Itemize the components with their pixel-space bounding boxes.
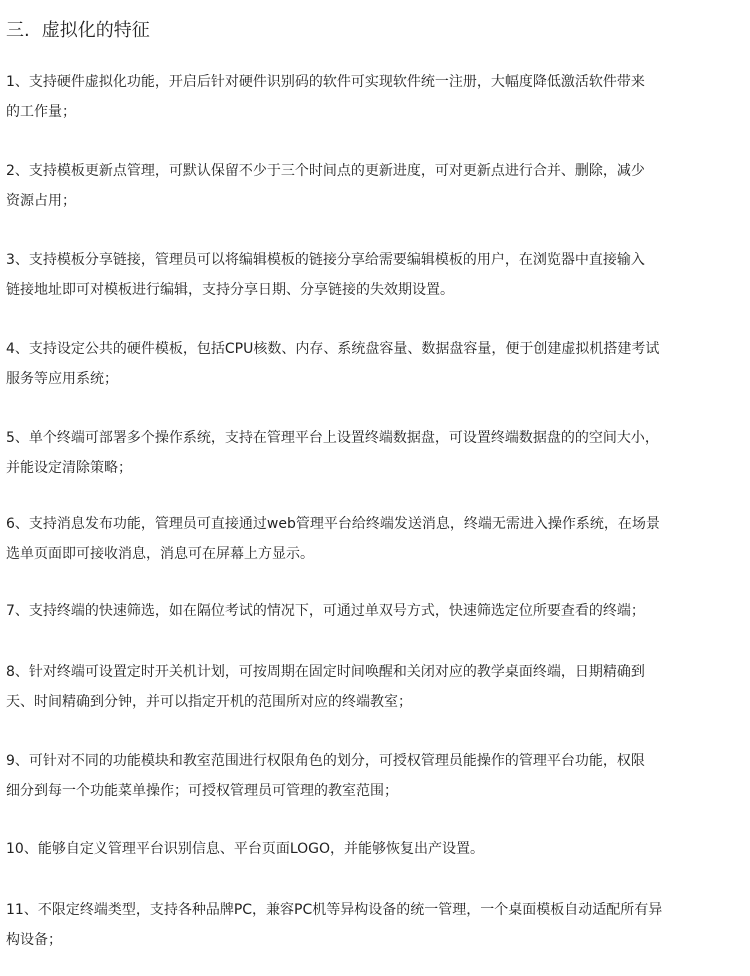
feature-item-text-line: 3、支持模板分享链接，管理员可以将编辑模板的链接分享给需要编辑模板的用户，在浏览器中直接输入	[6, 252, 645, 268]
feature-item-5	[6, 423, 744, 483]
feature-item-text-line: 10、能够自定义管理平台识别信息、平台页面LOGO，并能够恢复出产设置。	[6, 841, 485, 857]
feature-item-text-line: 选单页面即可接收消息，消息可在屏幕上方显示。	[6, 546, 314, 562]
feature-item-text-line: 构设备；	[6, 932, 62, 948]
feature-item-6	[6, 509, 744, 569]
feature-item-1	[6, 67, 744, 127]
feature-item-11	[6, 895, 744, 955]
feature-item-10	[6, 834, 744, 864]
section-heading	[6, 18, 150, 44]
feature-item-text-line: 天、时间精确到分钟，并可以指定开机的范围所对应的终端教室；	[6, 694, 412, 710]
feature-item-text-line: 2、支持模板更新点管理，可默认保留不少于三个时间点的更新进度，可对更新点进行合并、删除，减少	[6, 163, 645, 179]
feature-item-9	[6, 746, 744, 806]
section-title: 虚拟化的特征	[41, 20, 150, 41]
feature-item-text-line: 并能设定清除策略；	[6, 460, 132, 476]
feature-item-text-line: 4、支持设定公共的硬件模板，包括CPU核数、内存、系统盘容量、数据盘容量，便于创建虚拟机搭建考试	[6, 341, 660, 357]
feature-item-text-line: 11、不限定终端类型，支持各种品牌PC，兼容PC机等异构设备的统一管理，一个桌面模板自动适配所有异	[6, 902, 663, 918]
feature-item-text-line: 的工作量；	[6, 104, 76, 120]
section-number: 三.	[6, 20, 30, 41]
feature-item-text-line: 7、支持终端的快速筛选，如在隔位考试的情况下，可通过单双号方式，快速筛选定位所要查看的终端；	[6, 603, 645, 619]
feature-item-3	[6, 245, 744, 305]
feature-item-text-line: 链接地址即可对模板进行编辑，支持分享日期、分享链接的失效期设置。	[6, 282, 454, 298]
feature-item-text-line: 1、支持硬件虚拟化功能，开启后针对硬件识别码的软件可实现软件统一注册，大幅度降低激活软件带来	[6, 74, 645, 90]
feature-item-text-line: 服务等应用系统；	[6, 371, 118, 387]
feature-item-text-line: 5、单个终端可部署多个操作系统，支持在管理平台上设置终端数据盘，可设置终端数据盘的的空间大小，	[6, 430, 659, 446]
feature-item-7	[6, 596, 744, 626]
feature-item-text-line: 9、可针对不同的功能模块和教室范围进行权限角色的划分，可授权管理员能操作的管理平台功能，权限	[6, 753, 645, 769]
feature-item-text-line: 细分到每一个功能菜单操作；可授权管理员可管理的教室范围；	[6, 783, 398, 799]
feature-item-8	[6, 657, 744, 717]
feature-item-text-line: 资源占用；	[6, 193, 76, 209]
feature-item-2	[6, 156, 744, 216]
feature-item-text-line: 6、支持消息发布功能，管理员可直接通过web管理平台给终端发送消息，终端无需进入操作系统，在场景	[6, 516, 660, 532]
feature-item-4	[6, 334, 744, 394]
feature-item-text-line: 8、针对终端可设置定时开关机计划，可按周期在固定时间唤醒和关闭对应的教学桌面终端，日期精确到	[6, 664, 645, 680]
